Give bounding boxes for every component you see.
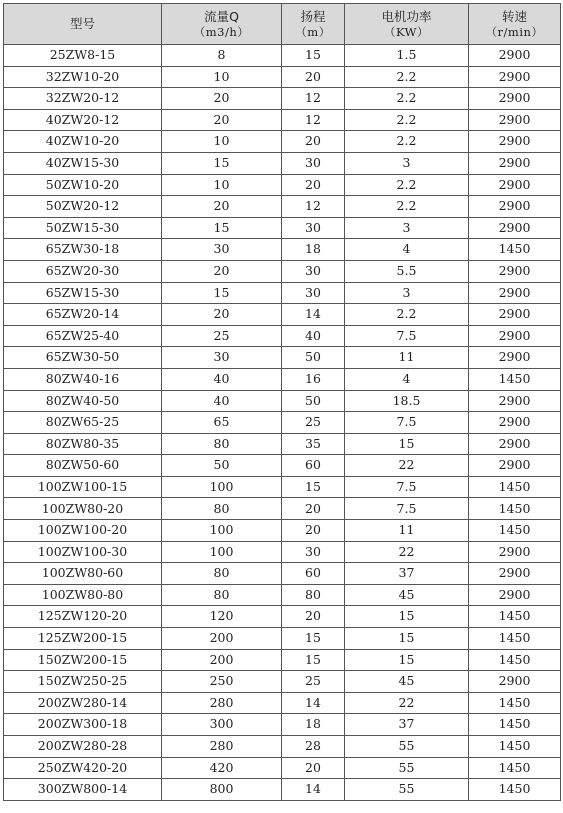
power-cell: 37 (345, 563, 469, 585)
flow-cell: 280 (162, 736, 282, 758)
power-cell: 15 (345, 628, 469, 650)
model-cell: 40ZW20-12 (4, 109, 162, 131)
table-row (4, 714, 561, 736)
head-cell: 30 (282, 217, 345, 239)
model-cell: 125ZW120-20 (4, 606, 162, 628)
speed-cell: 2900 (469, 174, 561, 196)
header-head-unit: （m） (295, 25, 331, 39)
model-cell: 80ZW40-50 (4, 390, 162, 412)
flow-cell: 80 (162, 498, 282, 520)
flow-cell: 80 (162, 433, 282, 455)
table-row (4, 779, 561, 801)
table-body (4, 45, 561, 801)
speed-cell: 2900 (469, 304, 561, 326)
power-cell: 7.5 (345, 412, 469, 434)
model-cell: 65ZW30-18 (4, 239, 162, 261)
table-row (4, 649, 561, 671)
table-row (4, 325, 561, 347)
power-cell: 5.5 (345, 260, 469, 282)
speed-cell: 1450 (469, 368, 561, 390)
power-cell: 2.2 (345, 66, 469, 88)
head-cell: 30 (282, 260, 345, 282)
model-cell: 100ZW100-15 (4, 476, 162, 498)
model-cell: 80ZW80-35 (4, 433, 162, 455)
flow-cell: 40 (162, 390, 282, 412)
flow-cell: 15 (162, 152, 282, 174)
table-row (4, 692, 561, 714)
speed-cell: 1450 (469, 736, 561, 758)
head-cell: 12 (282, 196, 345, 218)
speed-cell: 2900 (469, 347, 561, 369)
header-speed-unit: （r/min） (485, 25, 544, 39)
power-cell: 15 (345, 606, 469, 628)
header-speed (469, 4, 561, 45)
head-cell: 20 (282, 131, 345, 153)
power-cell: 15 (345, 433, 469, 455)
power-cell: 22 (345, 541, 469, 563)
power-cell: 7.5 (345, 498, 469, 520)
header-row (4, 4, 561, 45)
flow-cell: 20 (162, 260, 282, 282)
model-cell: 125ZW200-15 (4, 628, 162, 650)
power-cell: 45 (345, 584, 469, 606)
power-cell: 2.2 (345, 131, 469, 153)
power-cell: 55 (345, 736, 469, 758)
flow-cell: 25 (162, 325, 282, 347)
speed-cell: 2900 (469, 433, 561, 455)
header-head (282, 4, 345, 45)
header-flow-label: 流量Q (204, 9, 239, 24)
power-cell: 55 (345, 779, 469, 801)
model-cell: 200ZW300-18 (4, 714, 162, 736)
header-power-unit: （KW） (383, 25, 429, 39)
table-row (4, 282, 561, 304)
table-row (4, 757, 561, 779)
flow-cell: 200 (162, 628, 282, 650)
flow-cell: 420 (162, 757, 282, 779)
power-cell: 22 (345, 455, 469, 477)
model-cell: 50ZW15-30 (4, 217, 162, 239)
speed-cell: 2900 (469, 217, 561, 239)
flow-cell: 15 (162, 282, 282, 304)
head-cell: 14 (282, 692, 345, 714)
flow-cell: 8 (162, 45, 282, 67)
table-row (4, 347, 561, 369)
speed-cell: 2900 (469, 541, 561, 563)
table-row (4, 152, 561, 174)
power-cell: 2.2 (345, 196, 469, 218)
model-cell: 100ZW80-60 (4, 563, 162, 585)
speed-cell: 1450 (469, 692, 561, 714)
head-cell: 15 (282, 476, 345, 498)
power-cell: 4 (345, 368, 469, 390)
header-flow-unit: （m3/h） (193, 25, 250, 39)
flow-cell: 80 (162, 584, 282, 606)
flow-cell: 65 (162, 412, 282, 434)
header-model-label: 型号 (69, 16, 95, 31)
header-power (345, 4, 469, 45)
speed-cell: 1450 (469, 239, 561, 261)
model-cell: 65ZW20-30 (4, 260, 162, 282)
power-cell: 55 (345, 757, 469, 779)
speed-cell: 1450 (469, 628, 561, 650)
table-row (4, 196, 561, 218)
power-cell: 4 (345, 239, 469, 261)
speed-cell: 1450 (469, 520, 561, 542)
speed-cell: 2900 (469, 671, 561, 693)
model-cell: 200ZW280-14 (4, 692, 162, 714)
table-row (4, 628, 561, 650)
table-row (4, 260, 561, 282)
power-cell: 11 (345, 520, 469, 542)
model-cell: 25ZW8-15 (4, 45, 162, 67)
flow-cell: 280 (162, 692, 282, 714)
model-cell: 100ZW100-20 (4, 520, 162, 542)
pump-spec-table (3, 3, 561, 801)
speed-cell: 2900 (469, 390, 561, 412)
flow-cell: 250 (162, 671, 282, 693)
flow-cell: 20 (162, 196, 282, 218)
power-cell: 11 (345, 347, 469, 369)
table-row (4, 736, 561, 758)
table-row (4, 671, 561, 693)
power-cell: 37 (345, 714, 469, 736)
speed-cell: 2900 (469, 196, 561, 218)
power-cell: 15 (345, 649, 469, 671)
head-cell: 35 (282, 433, 345, 455)
head-cell: 30 (282, 282, 345, 304)
model-cell: 50ZW20-12 (4, 196, 162, 218)
head-cell: 15 (282, 45, 345, 67)
table-row (4, 217, 561, 239)
power-cell: 2.2 (345, 88, 469, 110)
header-head-label: 扬程 (300, 9, 326, 24)
head-cell: 30 (282, 152, 345, 174)
table-header (4, 4, 561, 45)
flow-cell: 120 (162, 606, 282, 628)
model-cell: 300ZW800-14 (4, 779, 162, 801)
model-cell: 100ZW80-20 (4, 498, 162, 520)
head-cell: 14 (282, 779, 345, 801)
power-cell: 45 (345, 671, 469, 693)
power-cell: 3 (345, 217, 469, 239)
flow-cell: 50 (162, 455, 282, 477)
model-cell: 65ZW30-50 (4, 347, 162, 369)
table-row (4, 584, 561, 606)
head-cell: 20 (282, 520, 345, 542)
speed-cell: 1450 (469, 757, 561, 779)
power-cell: 3 (345, 282, 469, 304)
head-cell: 20 (282, 606, 345, 628)
model-cell: 32ZW20-12 (4, 88, 162, 110)
model-cell: 65ZW15-30 (4, 282, 162, 304)
header-model (4, 4, 162, 45)
speed-cell: 2900 (469, 260, 561, 282)
model-cell: 100ZW100-30 (4, 541, 162, 563)
speed-cell: 2900 (469, 131, 561, 153)
model-cell: 250ZW420-20 (4, 757, 162, 779)
flow-cell: 200 (162, 649, 282, 671)
head-cell: 28 (282, 736, 345, 758)
speed-cell: 1450 (469, 714, 561, 736)
head-cell: 60 (282, 455, 345, 477)
model-cell: 65ZW25-40 (4, 325, 162, 347)
head-cell: 15 (282, 649, 345, 671)
power-cell: 18.5 (345, 390, 469, 412)
table-row (4, 606, 561, 628)
head-cell: 50 (282, 390, 345, 412)
model-cell: 65ZW20-14 (4, 304, 162, 326)
power-cell: 3 (345, 152, 469, 174)
table-row (4, 498, 561, 520)
model-cell: 80ZW65-25 (4, 412, 162, 434)
speed-cell: 2900 (469, 412, 561, 434)
flow-cell: 300 (162, 714, 282, 736)
header-speed-label: 转速 (501, 9, 527, 24)
table-row (4, 131, 561, 153)
table-row (4, 476, 561, 498)
head-cell: 12 (282, 88, 345, 110)
speed-cell: 1450 (469, 606, 561, 628)
model-cell: 80ZW40-16 (4, 368, 162, 390)
head-cell: 15 (282, 628, 345, 650)
model-cell: 80ZW50-60 (4, 455, 162, 477)
table-row (4, 520, 561, 542)
power-cell: 2.2 (345, 174, 469, 196)
speed-cell: 1450 (469, 779, 561, 801)
table-row (4, 390, 561, 412)
flow-cell: 10 (162, 174, 282, 196)
flow-cell: 20 (162, 304, 282, 326)
model-cell: 200ZW280-28 (4, 736, 162, 758)
head-cell: 20 (282, 757, 345, 779)
power-cell: 7.5 (345, 325, 469, 347)
table-row (4, 455, 561, 477)
power-cell: 7.5 (345, 476, 469, 498)
speed-cell: 2900 (469, 455, 561, 477)
flow-cell: 100 (162, 541, 282, 563)
power-cell: 2.2 (345, 304, 469, 326)
head-cell: 25 (282, 412, 345, 434)
model-cell: 40ZW15-30 (4, 152, 162, 174)
head-cell: 14 (282, 304, 345, 326)
power-cell: 1.5 (345, 45, 469, 67)
table-row (4, 239, 561, 261)
speed-cell: 1450 (469, 649, 561, 671)
speed-cell: 2900 (469, 282, 561, 304)
head-cell: 60 (282, 563, 345, 585)
head-cell: 20 (282, 66, 345, 88)
speed-cell: 2900 (469, 152, 561, 174)
speed-cell: 1450 (469, 476, 561, 498)
speed-cell: 2900 (469, 325, 561, 347)
head-cell: 12 (282, 109, 345, 131)
table-row (4, 174, 561, 196)
model-cell: 32ZW10-20 (4, 66, 162, 88)
table-row (4, 541, 561, 563)
power-cell: 2.2 (345, 109, 469, 131)
head-cell: 80 (282, 584, 345, 606)
speed-cell: 2900 (469, 45, 561, 67)
flow-cell: 30 (162, 239, 282, 261)
flow-cell: 10 (162, 131, 282, 153)
model-cell: 150ZW200-15 (4, 649, 162, 671)
flow-cell: 100 (162, 476, 282, 498)
table-row (4, 304, 561, 326)
speed-cell: 2900 (469, 66, 561, 88)
head-cell: 18 (282, 239, 345, 261)
header-power-label: 电机功率 (381, 9, 432, 24)
header-flow (162, 4, 282, 45)
head-cell: 16 (282, 368, 345, 390)
table-row (4, 109, 561, 131)
flow-cell: 30 (162, 347, 282, 369)
head-cell: 18 (282, 714, 345, 736)
table-row (4, 45, 561, 67)
speed-cell: 1450 (469, 498, 561, 520)
speed-cell: 2900 (469, 563, 561, 585)
speed-cell: 2900 (469, 109, 561, 131)
table-row (4, 563, 561, 585)
head-cell: 20 (282, 174, 345, 196)
flow-cell: 800 (162, 779, 282, 801)
model-cell: 150ZW250-25 (4, 671, 162, 693)
head-cell: 50 (282, 347, 345, 369)
flow-cell: 100 (162, 520, 282, 542)
flow-cell: 15 (162, 217, 282, 239)
table-row (4, 88, 561, 110)
table-row (4, 368, 561, 390)
head-cell: 20 (282, 498, 345, 520)
model-cell: 50ZW10-20 (4, 174, 162, 196)
speed-cell: 2900 (469, 584, 561, 606)
flow-cell: 20 (162, 109, 282, 131)
table-row (4, 66, 561, 88)
flow-cell: 20 (162, 88, 282, 110)
flow-cell: 10 (162, 66, 282, 88)
head-cell: 25 (282, 671, 345, 693)
flow-cell: 40 (162, 368, 282, 390)
speed-cell: 2900 (469, 88, 561, 110)
table-row (4, 412, 561, 434)
model-cell: 100ZW80-80 (4, 584, 162, 606)
flow-cell: 80 (162, 563, 282, 585)
model-cell: 40ZW10-20 (4, 131, 162, 153)
power-cell: 22 (345, 692, 469, 714)
head-cell: 30 (282, 541, 345, 563)
table-row (4, 433, 561, 455)
head-cell: 40 (282, 325, 345, 347)
